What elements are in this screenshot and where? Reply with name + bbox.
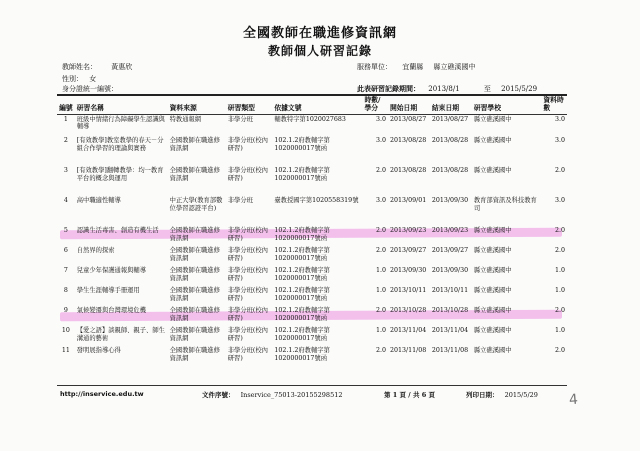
cell-start: 2013/08/28 xyxy=(389,167,427,175)
table-row xyxy=(57,326,567,346)
cell-credit: 1.0 xyxy=(554,287,565,295)
teacher-name-row xyxy=(62,62,132,72)
cell-end: 2013/08/28 xyxy=(431,137,469,145)
record-period-row xyxy=(357,84,537,94)
cell-start: 2013/09/23 xyxy=(389,227,427,235)
cell-end: 2013/09/30 xyxy=(431,267,469,275)
header-start: 開始日期 xyxy=(388,96,430,114)
cell-no: 6 xyxy=(63,247,68,255)
footer-print-label: 列印日期： xyxy=(466,391,499,399)
cell-source: 全國教師在職進修資訊網 xyxy=(169,287,220,302)
record-period-end: 2015/5/29 xyxy=(501,85,538,93)
cell-doc: 臺教授國字第1020558319號 xyxy=(274,197,359,205)
cell-doc: 102.1.2府教輔字第1020000017號函 xyxy=(274,137,330,152)
cell-hours: 2.0 xyxy=(375,347,386,355)
cell-no: 8 xyxy=(63,287,68,295)
cell-source: 全國教師在職進修資訊網 xyxy=(169,347,220,362)
cell-source: 全國教師在職進修資訊網 xyxy=(169,327,220,342)
cell-type: 非學分班(校內研習) xyxy=(227,307,268,322)
gender-value: 女 xyxy=(89,75,97,83)
cell-no: 1 xyxy=(63,115,68,123)
cell-hours: 1.0 xyxy=(375,287,386,295)
cell-credit: 2.0 xyxy=(554,247,565,255)
header-credit: 資料時數 xyxy=(541,96,567,114)
footer-doc-number xyxy=(202,390,342,399)
header-hours: 時數/學分 xyxy=(362,96,388,114)
cell-no: 10 xyxy=(61,327,70,335)
cell-type: 非學分班(校內研習) xyxy=(227,247,268,262)
cell-end: 2013/09/23 xyxy=(431,227,469,235)
cell-hours: 3.0 xyxy=(375,197,386,205)
cell-name: [有效教學]教室教學的春天－分組合作學習的理論與實務 xyxy=(76,137,164,152)
cell-school: 縣立礁溪國中 xyxy=(473,307,512,315)
footer-print-value: 2015/5/29 xyxy=(504,391,538,399)
cell-type: 非學分班(校內研習) xyxy=(227,267,268,282)
table-row xyxy=(57,114,567,136)
table-row xyxy=(57,136,567,166)
handwritten-page-number: 4 xyxy=(568,391,579,409)
cell-no: 3 xyxy=(63,167,68,175)
cell-name: 學生生涯輔導手冊運用 xyxy=(76,287,140,295)
cell-doc: 102.1.2府教輔字第1020000017號函 xyxy=(274,167,330,182)
cell-hours: 2.0 xyxy=(375,247,386,255)
cell-source: 中正大學(教育部數位學習認證平台) xyxy=(169,197,223,212)
table-header-row xyxy=(57,96,567,114)
service-unit-county: 宜蘭縣 xyxy=(402,63,424,71)
service-unit-school: 縣立礁溪國中 xyxy=(433,63,476,71)
footer-rule xyxy=(57,385,567,386)
record-period-start: 2013/8/1 xyxy=(428,85,460,93)
cell-name: 兒童少年保護通報與輔導 xyxy=(76,267,147,275)
header-no: 編號 xyxy=(57,96,75,114)
footer-url: http://inservice.edu.tw xyxy=(60,390,144,398)
cell-type: 非學分班(校內研習) xyxy=(227,327,268,342)
cell-doc: 102.1.2府教輔字第1020000017號函 xyxy=(274,307,330,322)
cell-source: 全國教師在職進修資訊網 xyxy=(169,137,220,152)
cell-start: 2013/08/28 xyxy=(389,137,427,145)
cell-school: 縣立礁溪國中 xyxy=(473,167,512,175)
cell-source: 特教通報網 xyxy=(169,115,202,123)
cell-name: 自然界的探索 xyxy=(76,247,115,255)
footer-print-date xyxy=(466,390,538,399)
gender-label: 性別： xyxy=(62,75,83,83)
document-title: 全國教師在職進修資訊網 xyxy=(242,26,397,41)
cell-end: 2013/11/04 xyxy=(431,327,469,335)
gender-row xyxy=(62,74,96,84)
cell-credit: 1.0 xyxy=(554,267,565,275)
footer-doc-value: Inservice_75013-20155298512 xyxy=(240,391,343,399)
cell-hours: 2.0 xyxy=(375,167,386,175)
cell-source: 全國教師在職進修資訊網 xyxy=(169,307,220,322)
table-row xyxy=(57,196,567,226)
header-type: 研習類型 xyxy=(226,96,273,114)
id-row xyxy=(62,84,118,94)
cell-end: 2013/08/27 xyxy=(431,115,469,123)
cell-start: 2013/08/27 xyxy=(389,115,427,123)
table-row xyxy=(57,286,567,306)
cell-end: 2013/09/27 xyxy=(431,247,469,255)
cell-name: 認識生活毒害、創造有機生活 xyxy=(76,227,159,235)
cell-start: 2013/11/04 xyxy=(389,327,427,335)
cell-doc: 102.1.2府教輔字第1020000017號函 xyxy=(274,287,330,302)
teacher-name-value: 黃惠欣 xyxy=(111,63,133,71)
cell-credit: 1.0 xyxy=(554,327,565,335)
cell-hours: 1.0 xyxy=(375,267,386,275)
cell-doc: 102.1.2府教輔字第1020000017號函 xyxy=(274,327,330,342)
cell-credit: 3.0 xyxy=(554,197,565,205)
cell-credit: 2.0 xyxy=(554,227,565,235)
cell-doc: 102.1.2府教輔字第1020000017號函 xyxy=(274,247,330,262)
cell-credit: 3.0 xyxy=(554,137,565,145)
cell-name: 氣候變遷與台灣環境危機 xyxy=(76,307,147,315)
cell-start: 2013/09/01 xyxy=(389,197,427,205)
cell-school: 縣立礁溪國中 xyxy=(473,247,512,255)
document-subtitle: 教師個人研習記錄 xyxy=(267,44,372,58)
cell-end: 2013/10/11 xyxy=(431,287,469,295)
cell-type: 非學分班(校內研習) xyxy=(227,347,268,362)
cell-school: 教育部資訊及科技教育司 xyxy=(473,197,537,212)
cell-no: 11 xyxy=(61,347,70,355)
header-name: 研習名稱 xyxy=(75,96,168,114)
header-end: 結束日期 xyxy=(430,96,472,114)
id-label: 身分證統一編號： xyxy=(62,85,118,93)
cell-school: 縣立礁溪國中 xyxy=(473,267,512,275)
footer-doc-label: 文件序號： xyxy=(202,391,235,399)
cell-doc: 輔教特字第1020027683 xyxy=(274,115,346,123)
cell-end: 2013/08/28 xyxy=(431,167,469,175)
cell-start: 2013/09/30 xyxy=(389,267,427,275)
training-record-table xyxy=(57,96,567,366)
table-row xyxy=(57,246,567,266)
cell-source: 全國教師在職進修資訊網 xyxy=(169,267,220,282)
cell-end: 2013/11/08 xyxy=(431,347,469,355)
cell-type: 非學分班(校內研習) xyxy=(227,167,268,182)
cell-name: [有效教學]翻轉教學：均一教育平台的概念與運用 xyxy=(76,167,164,182)
cell-credit: 2.0 xyxy=(554,347,565,355)
cell-name: 發明展指導心得 xyxy=(76,347,121,355)
cell-no: 7 xyxy=(63,267,68,275)
cell-credit: 2.0 xyxy=(554,307,565,315)
table-row xyxy=(57,306,567,326)
cell-hours: 3.0 xyxy=(375,115,386,123)
cell-start: 2013/10/11 xyxy=(389,287,427,295)
cell-type: 非學分班(校內研習) xyxy=(227,227,268,242)
cell-school: 縣立礁溪國中 xyxy=(473,115,512,123)
cell-school: 縣立礁溪國中 xyxy=(473,327,512,335)
cell-start: 2013/11/08 xyxy=(389,347,427,355)
header-doc: 依據文號 xyxy=(272,96,362,114)
cell-no: 9 xyxy=(63,307,68,315)
cell-school: 縣立礁溪國中 xyxy=(473,287,512,295)
cell-no: 5 xyxy=(63,227,68,235)
cell-school: 縣立礁溪國中 xyxy=(473,137,512,145)
table-row xyxy=(57,266,567,286)
table-row xyxy=(57,166,567,196)
cell-source: 全國教師在職進修資訊網 xyxy=(169,167,220,182)
record-period-label: 此表研習記錄期間： xyxy=(357,84,420,93)
cell-name: 高中職適性輔導 xyxy=(76,197,121,205)
cell-hours: 2.0 xyxy=(375,227,386,235)
cell-type: 非學分班 xyxy=(227,197,253,205)
cell-source: 全國教師在職進修資訊網 xyxy=(169,227,220,242)
cell-doc: 102.1.2府教輔字第1020000017號函 xyxy=(274,267,330,282)
service-unit-row xyxy=(357,62,475,72)
cell-credit: 2.0 xyxy=(554,167,565,175)
teacher-name-label: 教師姓名： xyxy=(62,63,97,71)
cell-end: 2013/09/30 xyxy=(431,197,469,205)
cell-start: 2013/10/28 xyxy=(389,307,427,315)
cell-hours: 2.0 xyxy=(375,307,386,315)
cell-type: 非學分班 xyxy=(227,115,253,123)
cell-doc: 102.1.2府教輔字第1020000017號函 xyxy=(274,227,330,242)
cell-name: 班級中情緒行為障礙學生認識與輔導 xyxy=(76,115,165,131)
cell-hours: 1.0 xyxy=(375,327,386,335)
record-period-sep: 至 xyxy=(483,85,491,93)
cell-no: 4 xyxy=(63,197,68,205)
cell-school: 縣立礁溪國中 xyxy=(473,227,512,235)
cell-source: 全國教師在職進修資訊網 xyxy=(169,247,220,262)
table-row xyxy=(57,346,567,366)
cell-doc: 102.1.2府教輔字第1020000017號函 xyxy=(274,347,330,362)
footer-page-count: 第 1 頁 / 共 6 頁 xyxy=(384,391,435,399)
header-source: 資料來源 xyxy=(168,96,226,114)
cell-type: 非學分班(校內研習) xyxy=(227,287,268,302)
cell-credit: 3.0 xyxy=(554,115,565,123)
cell-hours: 3.0 xyxy=(375,137,386,145)
cell-end: 2013/10/28 xyxy=(431,307,469,315)
header-school: 研習學校 xyxy=(472,96,542,114)
cell-start: 2013/09/27 xyxy=(389,247,427,255)
service-unit-label: 服務單位： xyxy=(357,63,392,71)
cell-no: 2 xyxy=(63,137,68,145)
cell-name: 【愛之語】談親師、親子、師生溝通的藝術 xyxy=(76,327,165,342)
table-row xyxy=(57,226,567,246)
cell-type: 非學分班(校內研習) xyxy=(227,137,268,152)
cell-school: 縣立礁溪國中 xyxy=(473,347,512,355)
